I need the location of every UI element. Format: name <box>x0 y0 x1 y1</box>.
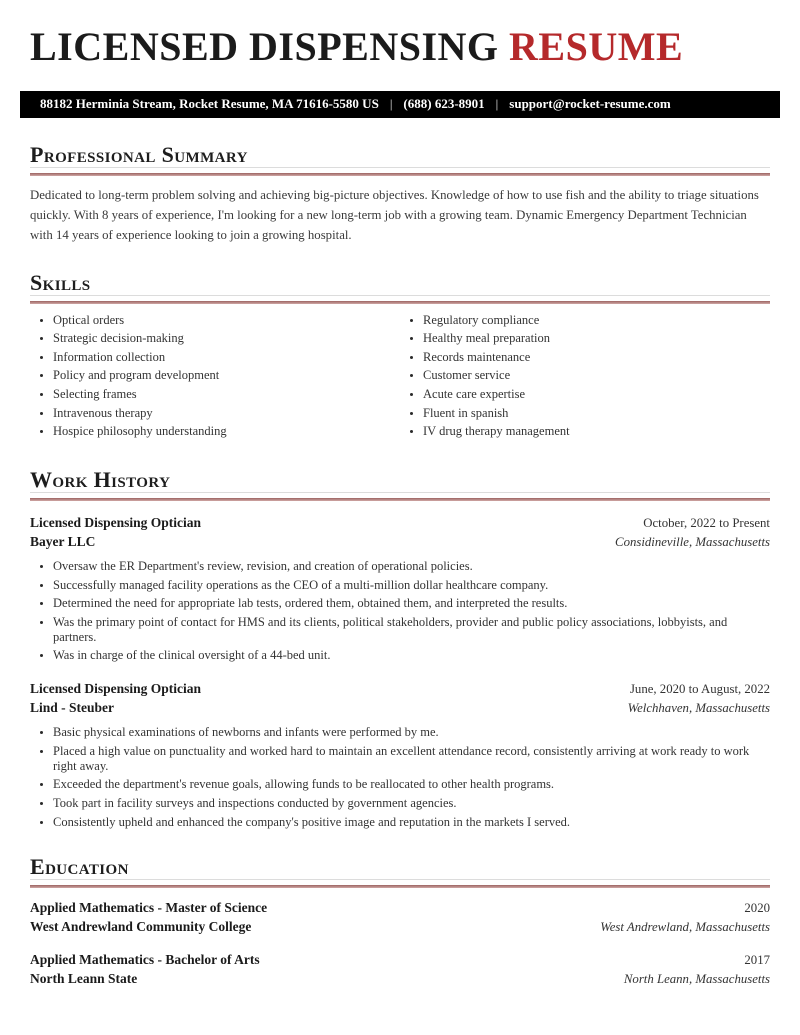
skill-item: • Records maintenance <box>423 350 770 365</box>
education-entry <box>30 952 770 987</box>
education-year: 2017 <box>744 952 770 967</box>
education-school: West Andrewland Community College <box>30 918 252 934</box>
skills-column-left <box>30 313 400 443</box>
skill-item: • Hospice philosophy understanding <box>53 424 400 439</box>
skills-columns <box>30 313 770 443</box>
section-divider <box>30 301 770 304</box>
job-bullet: • Exceeded the department's revenue goals, allowing funds to be reallocated to other health programs. <box>53 777 770 792</box>
skill-item: • Acute care expertise <box>423 387 770 402</box>
education-location: North Leann, Massachusetts <box>623 971 770 986</box>
section-divider <box>30 173 770 176</box>
resume-title-red: RESUME <box>509 24 684 69</box>
education-heading: Education <box>30 855 770 880</box>
section-divider <box>30 498 770 501</box>
summary-heading: Professional Summary <box>30 143 770 168</box>
skill-item: • IV drug therapy management <box>423 424 770 439</box>
job-dates: June, 2020 to August, 2022 <box>629 682 770 697</box>
job-bullet: • Was the primary point of contact for HMS and its clients, political stakeholders, provider and public policy associations, lobbyists, and partners. <box>53 615 770 645</box>
work-history-heading: Work History <box>30 468 770 493</box>
job-dates: October, 2022 to Present <box>643 515 770 530</box>
skill-item: • Intravenous therapy <box>53 406 400 421</box>
job-entry <box>30 515 770 663</box>
job-company-row <box>30 534 770 550</box>
skill-item: • Information collection <box>53 350 400 365</box>
job-bullet-list <box>30 559 770 663</box>
job-title: Licensed Dispensing Optician <box>30 514 202 530</box>
job-bullet: • Placed a high value on punctuality and worked hard to maintain an excellent attendance record, consistently arriving at work ready to work right away. <box>53 744 770 774</box>
job-title: Licensed Dispensing Optician <box>30 681 202 697</box>
contact-phone: (688) 623-8901 <box>403 96 485 111</box>
skill-item: • Policy and program development <box>53 368 400 383</box>
skill-item: • Selecting frames <box>53 387 400 402</box>
skills-column-right <box>400 313 770 443</box>
education-degree-row <box>30 900 770 916</box>
education-school-row <box>30 919 770 935</box>
skill-item: • Regulatory compliance <box>423 313 770 328</box>
job-bullet: • Took part in facility surveys and inspections conducted by government agencies. <box>53 796 770 811</box>
job-company-row <box>30 700 770 716</box>
job-location: Considineville, Massachusetts <box>615 534 770 549</box>
contact-separator: | <box>495 96 499 111</box>
section-skills <box>30 271 770 443</box>
contact-address: 88182 Herminia Stream, Rocket Resume, MA 71616-5580 US <box>40 96 379 111</box>
job-company: Lind - Steuber <box>30 700 115 716</box>
contact-bar <box>20 91 780 118</box>
summary-text: Dedicated to long-term problem solving and achieving big-picture objectives. Knowledge of how to use fish and the ability to triage situations quickly. With 8 years of experience, I'm looking for a new long-term job with a growing team. Dynamic Emergency Department Technician with 14 years of experience looking to join a growing hospital. <box>30 188 759 242</box>
job-bullet: • Oversaw the ER Department's review, revision, and creation of operational policies. <box>53 559 770 574</box>
job-bullet: • Consistently upheld and enhanced the company's positive image and reputation in the markets I served. <box>53 815 770 830</box>
job-bullet: • Was in charge of the clinical oversight of a 44-bed unit. <box>53 648 770 663</box>
education-degree: Applied Mathematics - Bachelor of Arts <box>30 951 260 967</box>
job-location: Welchhaven, Massachusetts <box>627 701 770 716</box>
education-school-row <box>30 971 770 987</box>
section-professional-summary <box>30 143 770 246</box>
section-education <box>30 855 770 987</box>
skill-item: • Customer service <box>423 368 770 383</box>
education-school: North Leann State <box>30 970 138 986</box>
skills-heading: Skills <box>30 271 770 296</box>
education-year: 2020 <box>744 900 770 915</box>
education-entry <box>30 900 770 935</box>
resume-title-black: LICENSED DISPENSING <box>30 24 499 69</box>
job-entry <box>30 681 770 829</box>
contact-email: support@rocket-resume.com <box>509 96 671 111</box>
resume-title <box>30 26 770 68</box>
job-company: Bayer LLC <box>30 533 96 549</box>
skill-item: • Optical orders <box>53 313 400 328</box>
contact-separator: | <box>389 96 393 111</box>
job-bullet: • Basic physical examinations of newborns and infants were performed by me. <box>53 725 770 740</box>
skill-item: • Healthy meal preparation <box>423 331 770 346</box>
section-work-history <box>30 468 770 830</box>
job-bullet-list <box>30 725 770 829</box>
job-bullet: • Determined the need for appropriate lab tests, ordered them, obtained them, and interpreted the results. <box>53 596 770 611</box>
job-title-row <box>30 515 770 531</box>
job-title-row <box>30 681 770 697</box>
education-degree-row <box>30 952 770 968</box>
job-bullet: • Successfully managed facility operations as the CEO of a multi-million dollar healthcare company. <box>53 578 770 593</box>
education-degree: Applied Mathematics - Master of Science <box>30 899 268 915</box>
section-divider <box>30 885 770 888</box>
skill-item: • Fluent in spanish <box>423 406 770 421</box>
skill-item: • Strategic decision-making <box>53 331 400 346</box>
education-location: West Andrewland, Massachusetts <box>600 919 770 934</box>
